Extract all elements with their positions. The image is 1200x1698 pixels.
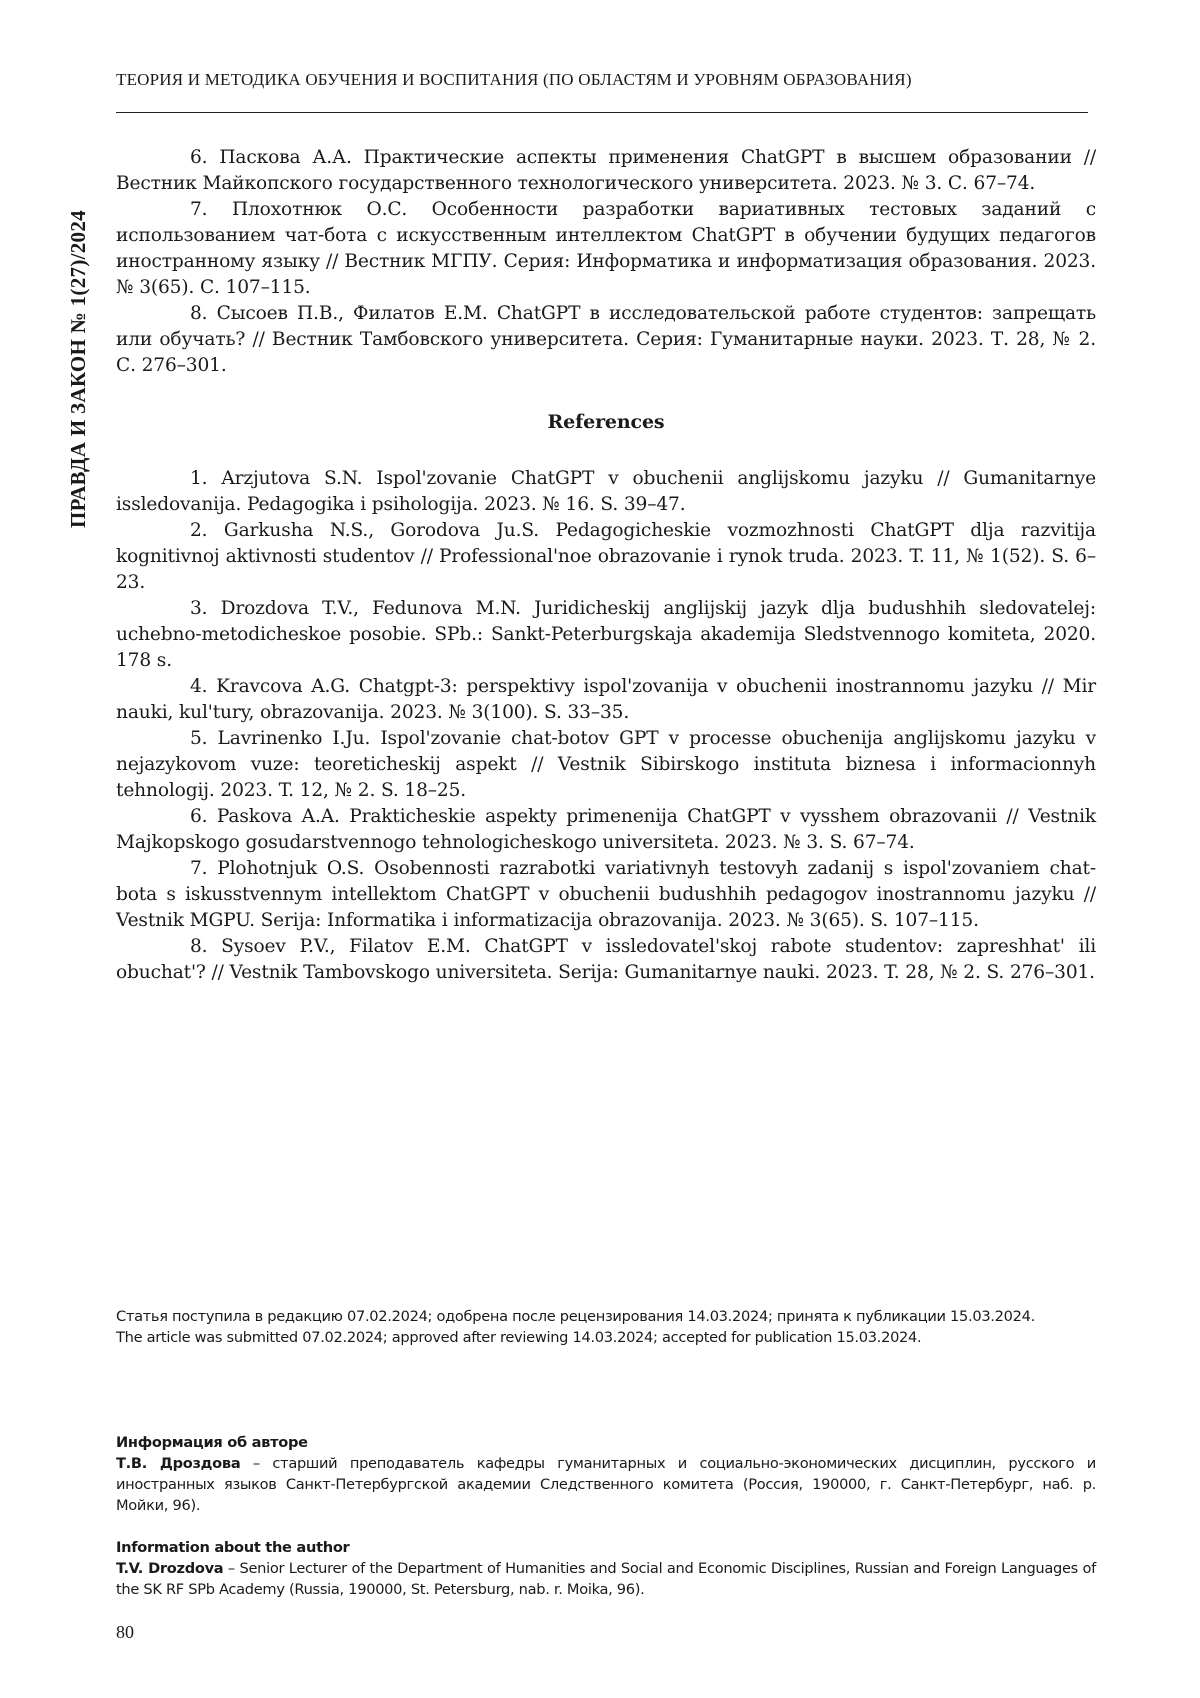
author-info-text-ru	[116, 1453, 1096, 1516]
author-info-title-en: Information about the author	[116, 1539, 350, 1556]
submission-dates-en: The article was submitted 07.02.2024; approved after reviewing 14.03.2024; accepted for publication 15.03.2024.	[116, 1329, 922, 1346]
author-description-ru: – старший преподаватель кафедры гуманитарных и социально-экономических дисциплин, русского и иностранных языков Санкт-Петербургской академии Следственного комитета (Россия, 190000, г. Санкт-Петербург, наб. р. Мойки, 96).	[116, 1455, 1096, 1514]
reference-item-ru-6: 6. Паскова А.А. Практические аспекты применения ChatGPT в высшем образовании // Вестник Майкопского государственного технологического университета. 2023. № 3. С. 67–74.	[116, 147, 1096, 194]
reference-item-en-1: 1. Arzjutova S.N. Ispol'zovanie ChatGPT v obuchenii anglijskomu jazyku // Gumanitarnye issledovanija. Pedagogika i psihologija. 2023. № 16. S. 39–47.	[116, 468, 1096, 515]
reference-item-en-2: 2. Garkusha N.S., Gorodova Ju.S. Pedagogicheskie vozmozhnosti ChatGPT dlja razvitija kognitivnoj aktivnosti studentov // Professional'noe obrazovanie i rynok truda. 2023. T. 11, № 1(52). S. 6–23.	[116, 520, 1096, 593]
reference-section	[116, 145, 1096, 986]
reference-item-ru-8: 8. Сысоев П.В., Филатов Е.М. ChatGPT в исследовательской работе студентов: запрещать или обучать? // Вестник Тамбовского университета. Серия: Гуманитарные науки. 2023. Т. 28, № 2. С. 276–301.	[116, 303, 1096, 376]
page-number: 80	[116, 1622, 134, 1642]
references-heading: References	[547, 411, 665, 433]
author-info-title-ru: Информация об авторе	[116, 1434, 308, 1451]
author-info-text-en	[116, 1558, 1096, 1600]
reference-item-en-5: 5. Lavrinenko I.Ju. Ispol'zovanie chat-botov GPT v processe obuchenija anglijskomu jazyku v nejazykovom vuze: teoreticheskij aspekt // Vestnik Sibirskogo instituta biznesa i informacionnyh tehnologij. 2023. T. 12, № 2. S. 18–25.	[116, 728, 1096, 801]
running-head: ТЕОРИЯ И МЕТОДИКА ОБУЧЕНИЯ И ВОСПИТАНИЯ (ПО ОБЛАСТЯМ И УРОВНЯМ ОБРАЗОВАНИЯ)	[116, 70, 912, 89]
reference-item-en-4: 4. Kravcova A.G. Chatgpt-3: perspektivy ispol'zovanija v obuchenii inostrannomu jazyku // Mir nauki, kul'tury, obrazovanija. 2023. № 3(100). S. 33–35.	[116, 676, 1096, 723]
reference-item-ru-7: 7. Плохотнюк О.С. Особенности разработки вариативных тестовых заданий с использованием чат-бота с искусственным интеллектом ChatGPT в обучении будущих педагогов иностранному языку // Вестник МГПУ. Серия: Информатика и информатизация образования. 2023. № 3(65). С. 107–115.	[116, 199, 1096, 298]
reference-item-en-3: 3. Drozdova T.V., Fedunova M.N. Juridicheskij anglijskij jazyk dlja budushhih sledovatelej: uchebno-metodicheskoe posobie. SPb.: Sankt-Peterburgskaja akademija Sledstvennogo komiteta, 2020. 178 s.	[116, 598, 1096, 671]
reference-item-en-6: 6. Paskova A.A. Prakticheskie aspekty primenenija ChatGPT v vysshem obrazovanii // Vestnik Majkopskogo gosudarstvennogo tehnologicheskogo universiteta. 2023. № 3. S. 67–74.	[116, 806, 1096, 853]
reference-item-en-7: 7. Plohotnjuk O.S. Osobennosti razrabotki variativnyh testovyh zadanij s ispol'zovaniem chat-bota s iskusstvennym intellektom ChatGPT v obuchenii budushhih pedagogov inostrannomu jazyku // Vestnik MGPU. Serija: Informatika i informatizacija obrazovanija. 2023. № 3(65). S. 107–115.	[116, 858, 1096, 931]
reference-item-en-8: 8. Sysoev P.V., Filatov E.M. ChatGPT v issledovatel'skoj rabote studentov: zapreshhat' ili obuchat'? // Vestnik Tambovskogo universiteta. Serija: Gumanitarnye nauki. 2023. T. 28, № 2. S. 276–301.	[116, 936, 1096, 983]
submission-dates-ru: Статья поступила в редакцию 07.02.2024; одобрена после рецензирования 14.03.2024; принята к публикации 15.03.2024.	[116, 1308, 1035, 1325]
author-name-ru: Т.В. Дроздова	[116, 1455, 241, 1472]
author-info-ru	[116, 1432, 1096, 1516]
header-divider	[116, 112, 1088, 113]
author-info-en	[116, 1537, 1096, 1600]
submission-dates	[116, 1306, 1096, 1348]
author-description-en: – Senior Lecturer of the Department of Humanities and Social and Economic Disciplines, Russian and Foreign Languages of the SK RF SPb Academy (Russia, 190000, St. Petersburg, nab. r. Moika, 96).	[116, 1560, 1096, 1598]
journal-issue-label: ПРАВДА И ЗАКОН № 1(27)/2024	[66, 210, 90, 528]
author-name-en: T.V. Drozdova	[116, 1560, 224, 1577]
